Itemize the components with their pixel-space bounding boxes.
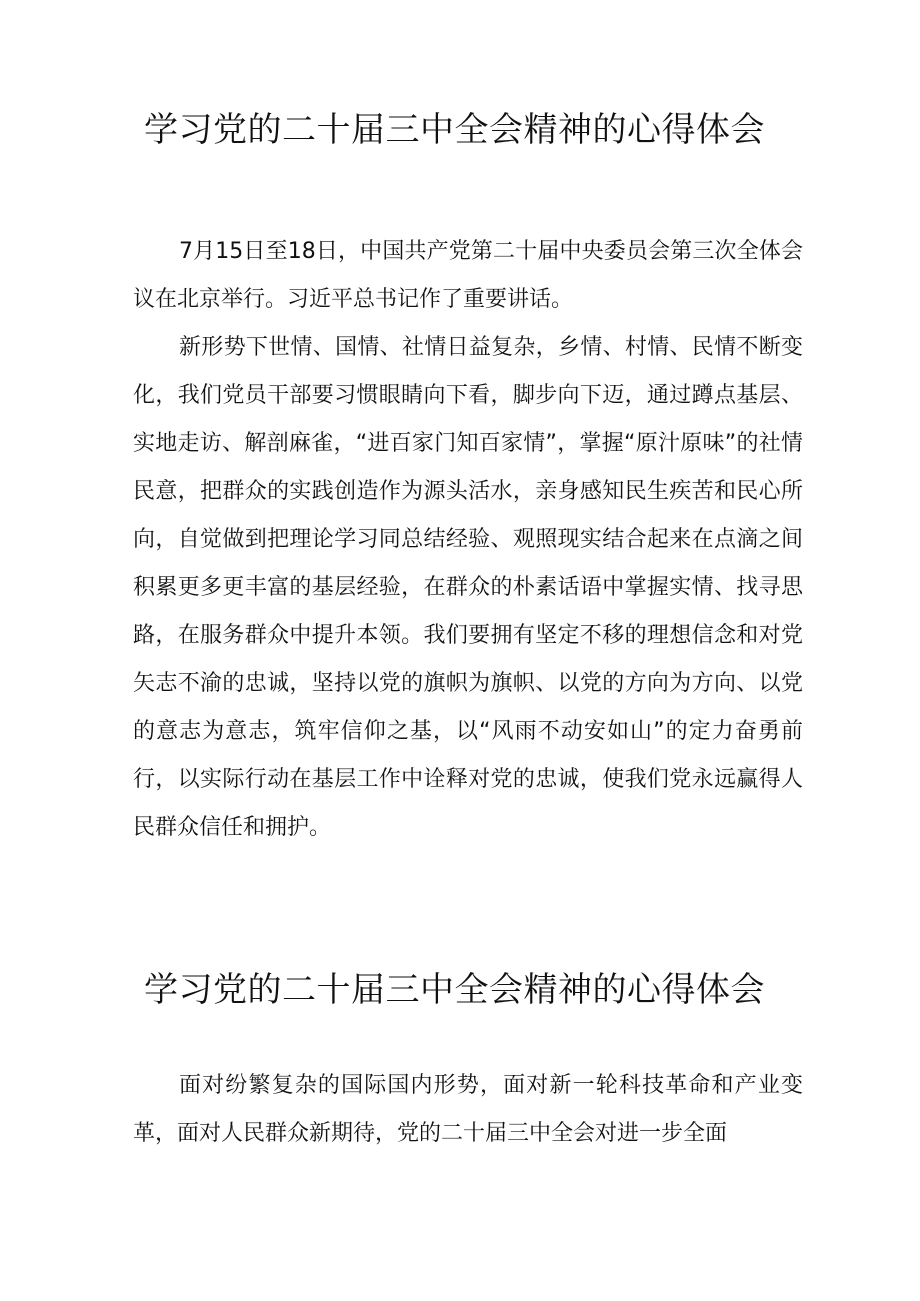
section-1-paragraph-2: 新形势下世情、国情、社情日益复杂，乡情、村情、民情不断变化，我们党员干部要习惯眼睛向下看，脚步向下迈，通过蹲点基层、实地走访、解剖麻雀，“进百家门知百家情”，掌握“原汁原味”的社情民意，把群众的实践创造作为源头活水，亲身感知民生疾苦和民心所向，自觉做到把理论学习同总结经验、观照现实结合起来在点滴之间积累更多更丰富的基层经验，在群众的朴素话语中掌握实情、找寻思路，在服务群众中提升本领。我们要拥有坚定不移的理想信念和对党矢志不渝的忠诚，坚持以党的旗帜为旗帜、以党的方向为方向、以党的意志为意志，筑牢信仰之基，以“风雨不动安如山”的定力奋勇前行，以实际行动在基层工作中诠释对党的忠诚，使我们党永远赢得人民群众信任和拥护。 (133, 335, 803, 840)
section-title-1: 学习党的二十届三中全会精神的心得体会 (144, 110, 765, 150)
section-title-2: 学习党的二十届三中全会精神的心得体会 (144, 970, 765, 1010)
section-1-paragraph-1: 7月15日至18日，中国共产党第二十届中央委员会第三次全体会议在北京举行。习近平总书记作了重要讲话。 (133, 239, 803, 312)
section-2-paragraph-1: 面对纷繁复杂的国际国内形势，面对新一轮科技革命和产业变革，面对人民群众新期待，党的二十届三中全会对进一步全面 (133, 1073, 803, 1146)
